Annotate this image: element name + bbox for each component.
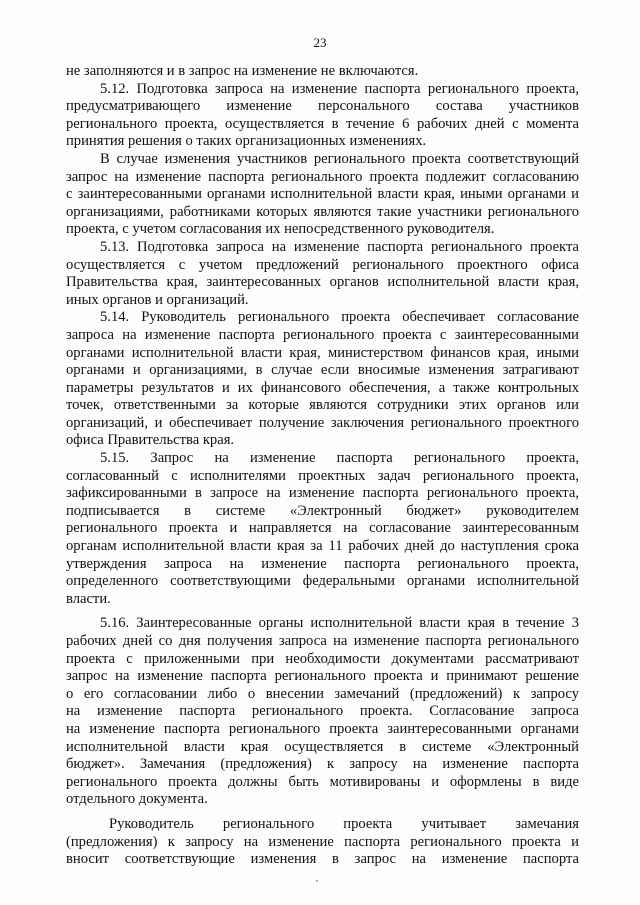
text-line: утверждения запроса на изменение паспорта регионального проекта,: [66, 555, 579, 572]
text-line: органам исполнительной власти края за 11 рабочих дней до наступления срока: [66, 538, 579, 555]
text-line: офиса Правительства края.: [66, 432, 235, 449]
paragraph-5-16: [66, 615, 579, 809]
text-line: на изменение паспорта регионального проекта. Согласование запроса: [66, 703, 579, 720]
paragraph-5-13: [66, 239, 579, 309]
text-line: (предложения) к запросу на изменение паспорта регионального проекта и: [66, 833, 579, 850]
text-line: бюджет». Замечания (предложения) к запросу на изменение паспорта: [66, 756, 579, 773]
paragraph-5-15: [66, 450, 579, 608]
page-number: 23: [313, 35, 327, 50]
text-line: органами исполнительной власти края, министерством финансов края, иными: [66, 344, 579, 361]
paragraph-project-lead-remarks: [66, 816, 579, 869]
text-line: не заполняются и в запрос на изменение не включаются.: [66, 63, 419, 79]
text-line: параметры результатов и их финансового обеспечения, а также контрольных: [66, 379, 579, 396]
text-line: регионального проекта и направляется на согласование заинтересованным: [66, 520, 579, 537]
text-line: согласованный с исполнителями проектных задач регионального проекта,: [66, 467, 579, 484]
text-line: 5.12. Подготовка запроса на изменение паспорта регионального проекта,: [100, 80, 579, 97]
text-line: с заинтересованными органами исполнительной власти края, иными органами и: [66, 186, 579, 203]
text-line: В случае изменения участников регионального проекта соответствующий: [100, 150, 579, 167]
text-line: организаций, и обеспечивает получение заключения регионального проектного: [66, 414, 579, 431]
text-line: 5.13. Подготовка запроса на изменение паспорта регионального проекта: [100, 238, 579, 255]
text-line: 5.16. Заинтересованные органы исполнительной власти края в течение 3: [100, 615, 579, 632]
text-line: исполнительной власти края осуществляется в системе «Электронный: [66, 738, 579, 755]
text-line: зафиксированными в запросе на изменение паспорта регионального проекта,: [66, 485, 579, 502]
text-line: власти.: [66, 590, 111, 607]
text-line: подписывается в системе «Электронный бюджет» руководителем: [66, 502, 579, 519]
text-line: организациями, работниками которых являются такие участники регионального: [66, 203, 579, 220]
text-line: запрос на изменение паспорта регионального проекта и принимают решение: [66, 668, 579, 685]
text-line: регионального проекта, осуществляется в течение 6 рабочих дней с момента: [66, 115, 579, 132]
paragraph-5-12: [66, 81, 579, 151]
text-line: осуществляется с учетом предложений регионального проектного офиса: [66, 256, 579, 273]
paragraph-5-14: [66, 309, 579, 450]
text-line: иных органов и организаций.: [66, 291, 249, 308]
text-line: запроса на изменение паспорта регионального проекта с заинтересованными: [66, 326, 579, 343]
text-line: Руководитель регионального проекта учитывает замечания: [109, 815, 579, 832]
text-line: о его согласовании либо о внесении замечаний (предложений) к запросу: [66, 685, 579, 702]
text-line: рабочих дней со дня получения запроса на изменение паспорта регионального: [66, 633, 579, 649]
text-line: определенного соответствующими федеральными органами исполнительной: [66, 573, 579, 590]
paragraph-participants-change: [66, 151, 579, 239]
text-line: регионального проекта должны быть мотивированы и оформлены в виде: [66, 773, 579, 790]
text-line: 5.14. Руководитель регионального проекта обеспечивает согласование: [100, 309, 579, 326]
document-body: [66, 63, 579, 869]
text-line: 5.15. Запрос на изменение паспорта регионального проекта,: [100, 450, 579, 467]
paragraph-continuation: [66, 63, 579, 81]
text-line: вносит соответствующие изменения в запрос на изменение паспорта: [66, 851, 579, 868]
text-line: проекта, с учетом согласования их непосредственного руководителя.: [66, 221, 495, 238]
text-line: на изменение паспорта регионального проекта заинтересованными органами: [66, 720, 579, 737]
scan-speck: [316, 880, 318, 882]
text-line: отдельного документа.: [66, 791, 208, 808]
text-line: предусматривающего изменение персонального состава участников: [66, 98, 579, 115]
text-line: проекта с приложенными при необходимости документами рассматривают: [66, 650, 579, 667]
text-line: принятия решения о таких организационных изменениях.: [66, 133, 427, 150]
text-line: точек, ответственными за которые являются сотрудники этих органов или: [66, 397, 579, 414]
text-line: Правительства края, заинтересованных органов исполнительной власти края,: [66, 274, 579, 291]
text-line: органами и организациями, в случае если вносимые изменения затрагивают: [66, 362, 579, 379]
text-line: запрос на изменение паспорта регионального проекта подлежит согласованию: [66, 168, 579, 185]
